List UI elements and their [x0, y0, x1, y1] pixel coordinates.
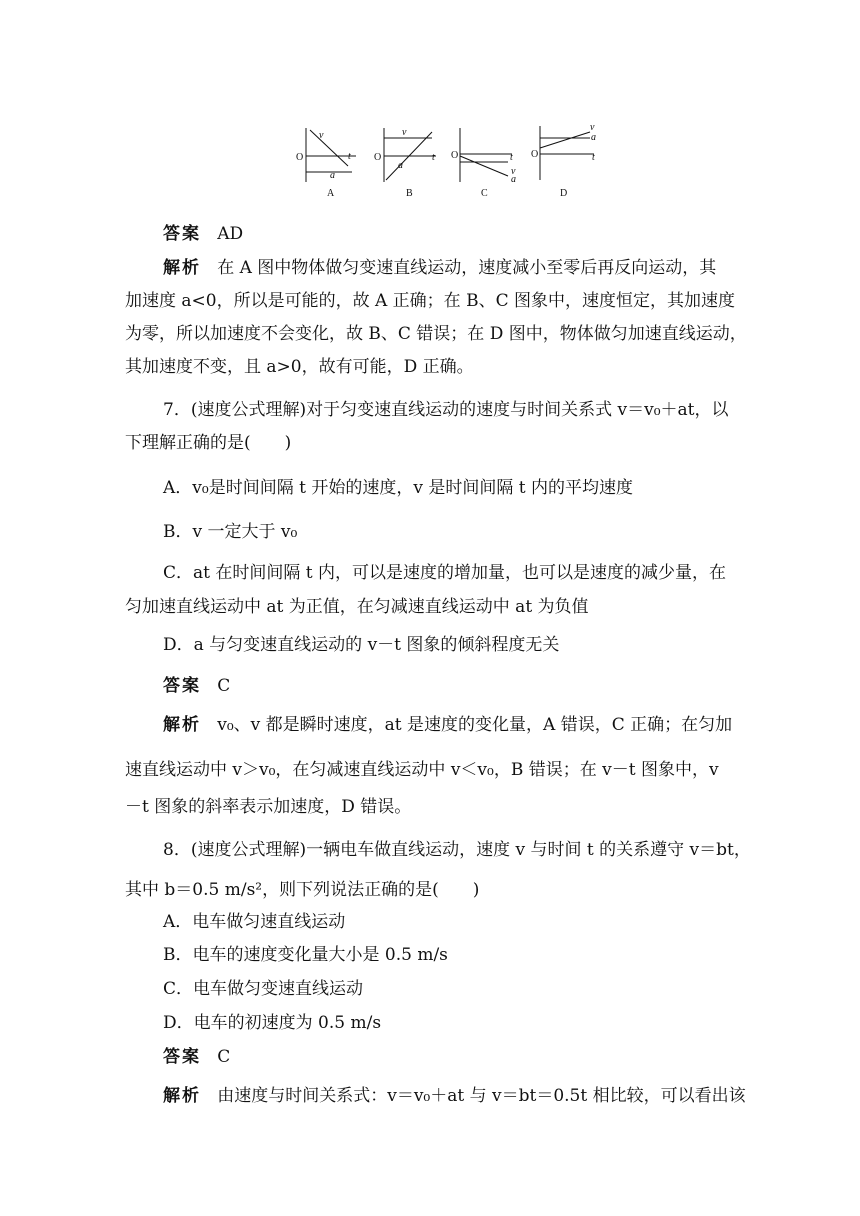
answer-8: [163, 1047, 230, 1067]
answer-6: [163, 224, 243, 244]
question-8-line-1: 8．(速度公式理解)一辆电车做直线运动，速度 v 与时间 t 的关系遵守 v＝bt，: [163, 840, 751, 860]
graph-a-v-label: v: [319, 130, 324, 141]
analysis-label: 解析: [163, 258, 201, 278]
answer-value: C: [217, 676, 231, 696]
graph-b-v-label: v: [402, 127, 407, 138]
analysis-7-line-2: 速直线运动中 v＞v₀，在匀减速直线运动中 v＜v₀，B 错误；在 v－t 图象中，v: [125, 760, 719, 780]
graph-b-origin: O: [374, 152, 382, 163]
graph-c-origin: O: [451, 150, 459, 161]
answer-label: 答案: [163, 224, 201, 244]
analysis-label: 解析: [163, 715, 201, 735]
question-8-option-b: B．电车的速度变化量大小是 0.5 m/s: [163, 945, 448, 965]
graph-b-a-label: a: [398, 160, 403, 171]
graph-c-v-label: v: [511, 166, 516, 177]
graph-d-v-label: v: [590, 122, 595, 133]
graph-a-a-label: a: [330, 170, 335, 181]
analysis-6-line-3: 为零，所以加速度不会变化，故 B、C 错误；在 D 图中，物体做匀加速直线运动，: [125, 324, 747, 344]
analysis-7-line-3: －t 图象的斜率表示加速度，D 错误。: [125, 797, 412, 817]
vt-graphs-svg: [290, 118, 620, 202]
question-7-option-c-line-2: 匀加速直线运动中 at 为正值，在匀减速直线运动中 at 为负值: [125, 597, 589, 617]
question-8-option-a: A．电车做匀速直线运动: [163, 912, 346, 932]
analysis-text: v₀、v 都是瞬时速度，at 是速度的变化量，A 错误，C 正确；在匀加: [217, 715, 733, 735]
graph-d-origin: O: [531, 149, 539, 160]
question-8-line-2: 其中 b＝0.5 m/s²，则下列说法正确的是( ): [125, 880, 480, 900]
graph-a-origin: O: [296, 152, 304, 163]
analysis-8-line-1: [163, 1086, 746, 1106]
analysis-6-line-1: [163, 258, 716, 278]
answer-label: 答案: [163, 676, 201, 696]
vt-graphs-figure: [290, 118, 620, 202]
question-7-option-c-line-1: C．at 在时间间隔 t 内，可以是速度的增加量，也可以是速度的减少量，在: [163, 563, 727, 583]
graph-c-a-label: a: [511, 174, 516, 185]
answer-value: AD: [217, 224, 244, 244]
question-7-line-1: 7．(速度公式理解)对于匀变速直线运动的速度与时间关系式 v＝v₀＋at，以: [163, 400, 729, 420]
graph-d-t-label: t: [592, 152, 595, 163]
question-7-option-b: B．v 一定大于 v₀: [163, 522, 298, 542]
analysis-text: 由速度与时间关系式：v＝v₀＋at 与 v＝bt＝0.5t 相比较，可以看出该: [217, 1086, 746, 1106]
answer-label: 答案: [163, 1047, 201, 1067]
graph-c-caption: C: [481, 188, 488, 199]
analysis-7-line-1: [163, 715, 732, 735]
answer-7: [163, 676, 230, 696]
graph-a-caption: A: [327, 188, 335, 199]
question-8-option-c: C．电车做匀变速直线运动: [163, 979, 364, 999]
question-7-option-a: A．v₀是时间间隔 t 开始的速度，v 是时间间隔 t 内的平均速度: [163, 478, 633, 498]
answer-value: C: [217, 1047, 231, 1067]
analysis-6-line-4: 其加速度不变，且 a>0，故有可能，D 正确。: [125, 357, 474, 377]
question-7-line-2: 下理解正确的是( ): [125, 433, 292, 453]
question-8-option-d: D．电车的初速度为 0.5 m/s: [163, 1013, 382, 1033]
analysis-text: 在 A 图中物体做匀变速直线运动，速度减小至零后再反向运动，其: [217, 258, 717, 278]
graph-d-a-label: a: [591, 132, 596, 143]
graph-c-t-label: t: [510, 152, 513, 163]
graph-a-t-label: t: [348, 151, 351, 162]
analysis-label: 解析: [163, 1086, 201, 1106]
graph-d-caption: D: [560, 188, 568, 199]
graph-b-t-label: t: [432, 152, 435, 163]
question-7-option-d: D．a 与匀变速直线运动的 v－t 图象的倾斜程度无关: [163, 635, 560, 655]
graph-b-caption: B: [406, 188, 413, 199]
analysis-6-line-2: 加速度 a<0，所以是可能的，故 A 正确；在 B、C 图象中，速度恒定，其加速度: [125, 291, 735, 311]
